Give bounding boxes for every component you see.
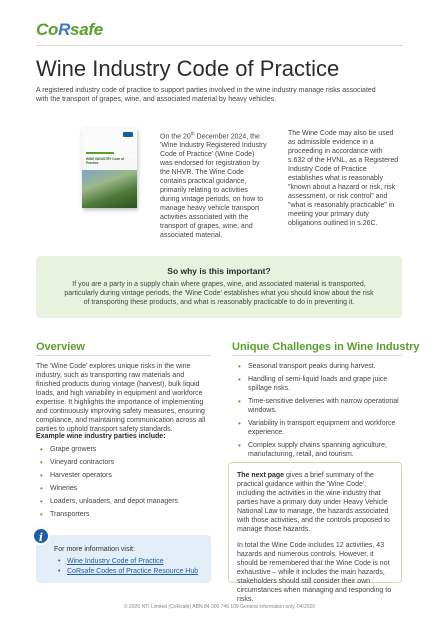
- list-item: • Grape growers: [40, 445, 210, 454]
- vineyard-photo: [82, 170, 137, 208]
- logo-part-co: Co: [36, 20, 59, 39]
- list-item: • Seasonal transport peaks during harvest.: [238, 362, 400, 371]
- registration-text: [160, 129, 268, 240]
- example-parties-heading: Example wine industry parties include:: [36, 433, 166, 440]
- list-item: • Variability in transport equipment and workforce experience.: [238, 419, 400, 437]
- registration-text-rest: December 2024, the 'Wine Industry Registered Industry Code of Practice' (Wine Code) was endorsed for registration by the NHVR. The Wine Code contains practical guidance, primarily relating to activities during vintage periods, on how to manage heavy vehicle transport activities associated with the transport of grapes, wine, and associated material.: [160, 133, 267, 240]
- list-item: • Wineries: [40, 484, 210, 493]
- more-info-heading: For more information visit:: [54, 546, 135, 553]
- importance-callout: [36, 256, 402, 318]
- footer-text: © 2026 NTI Limited (CoRsafe) ABN 84 000 746 109 General information only. 04/2026: [123, 604, 316, 610]
- callout-heading: So why is this important?: [167, 266, 271, 276]
- corsafe-logo: [36, 20, 103, 40]
- wine-code-totals: In total the Wine Code includes 12 activities, 43 hazards and numerous controls. However, it should be remembered that the Wine Code is not exhaustive – while it includes the main hazards, stakeholders should still consider their own circumstances when managing and responding to risks.: [237, 542, 392, 603]
- next-page-summary-rest: gives a brief summary of the practical guidance within the 'Wine Code', including the activities in the wine industry that parties have a primary duty under Heavy Vehicle National Law to manage, the hazards associated with those activities, and the controls proposed to manage those hazards.: [237, 472, 390, 533]
- list-item: • Transporters: [40, 510, 210, 519]
- unique-challenges-heading: Unique Challenges in Wine Industry: [232, 341, 420, 353]
- list-item: [58, 557, 198, 567]
- logo-part-safe: safe: [70, 20, 103, 39]
- ordinal-suffix: th: [190, 131, 195, 136]
- nhvr-logo-icon: [123, 132, 133, 137]
- evidence-text: The Wine Code may also be used as admissible evidence in a proceeding in accordance with s.632 of the HVNL, as a Registered Industry Code of Practice establishes what is reasonably "known about a hazard or risk, risk assessment, or risk control" and "what is reasonably practicable" in meeting your primary duty obligations outlined in s.26C.: [288, 130, 399, 227]
- list-item: • Loaders, unloaders, and depot managers: [40, 497, 210, 506]
- cover-title: WINE INDUSTRY Code of Practice: [86, 157, 125, 165]
- next-page-bold: The next page: [237, 472, 285, 479]
- registration-text-start: On the 20: [160, 133, 191, 141]
- info-links-list: [58, 557, 198, 577]
- list-item: • Harvester operators: [40, 471, 210, 480]
- list-item: • Complex supply chains spanning agriculture, manufacturing, retail, and tourism.: [238, 441, 400, 459]
- header-divider: [36, 45, 403, 46]
- wine-code-link[interactable]: Wine Industry Code of Practice: [67, 558, 164, 565]
- next-page-summary: [237, 471, 393, 534]
- info-icon: i: [32, 527, 50, 545]
- parties-list: [40, 445, 210, 523]
- challenges-divider: [232, 355, 402, 356]
- intro-text: A registered industry code of practice to support parties involved in the wine industry manage risks associated with the transport of grapes, wine, and associated material by heavy vehicles.: [36, 87, 376, 103]
- more-info-box: [36, 531, 211, 583]
- list-item: • Handling of semi-liquid loads and grape juice spillage risks.: [238, 375, 400, 393]
- page-title: Wine Industry Code of Practice: [36, 56, 340, 81]
- logo-part-r: R: [58, 20, 71, 39]
- overview-body: The 'Wine Code' explores unique risks in the wine industry, such as transporting raw materials and finished products during vintage (harvest), bulk liquid loads, and high variability in equipment and workforce expertise. It highlights the importance of implementing and continuously improving safety measures, ensuring compliance, and maintaining communication across all parties to uphold transport safety standards.: [36, 363, 206, 433]
- overview-heading: Overview: [36, 341, 85, 353]
- cover-accent-bar: [86, 152, 114, 154]
- code-cover-image: [82, 128, 137, 208]
- list-item: • Vineyard contractors: [40, 458, 210, 467]
- list-item: • Time-sensitive deliveries with narrow operational windows.: [238, 397, 400, 415]
- next-page-box: [228, 462, 402, 603]
- list-item: [58, 567, 198, 577]
- challenges-list: [238, 362, 400, 463]
- callout-body: If you are a party in a supply chain where grapes, wine, and associated material is transported, particularly during vintage periods, the 'Wine Code' establishes what you should know about the risk of transporting these products, and what is reasonably practicable to do in preventing it.: [64, 281, 374, 306]
- resource-hub-link[interactable]: CoRsafe Codes of Practice Resource Hub: [67, 568, 199, 575]
- overview-divider: [36, 355, 211, 356]
